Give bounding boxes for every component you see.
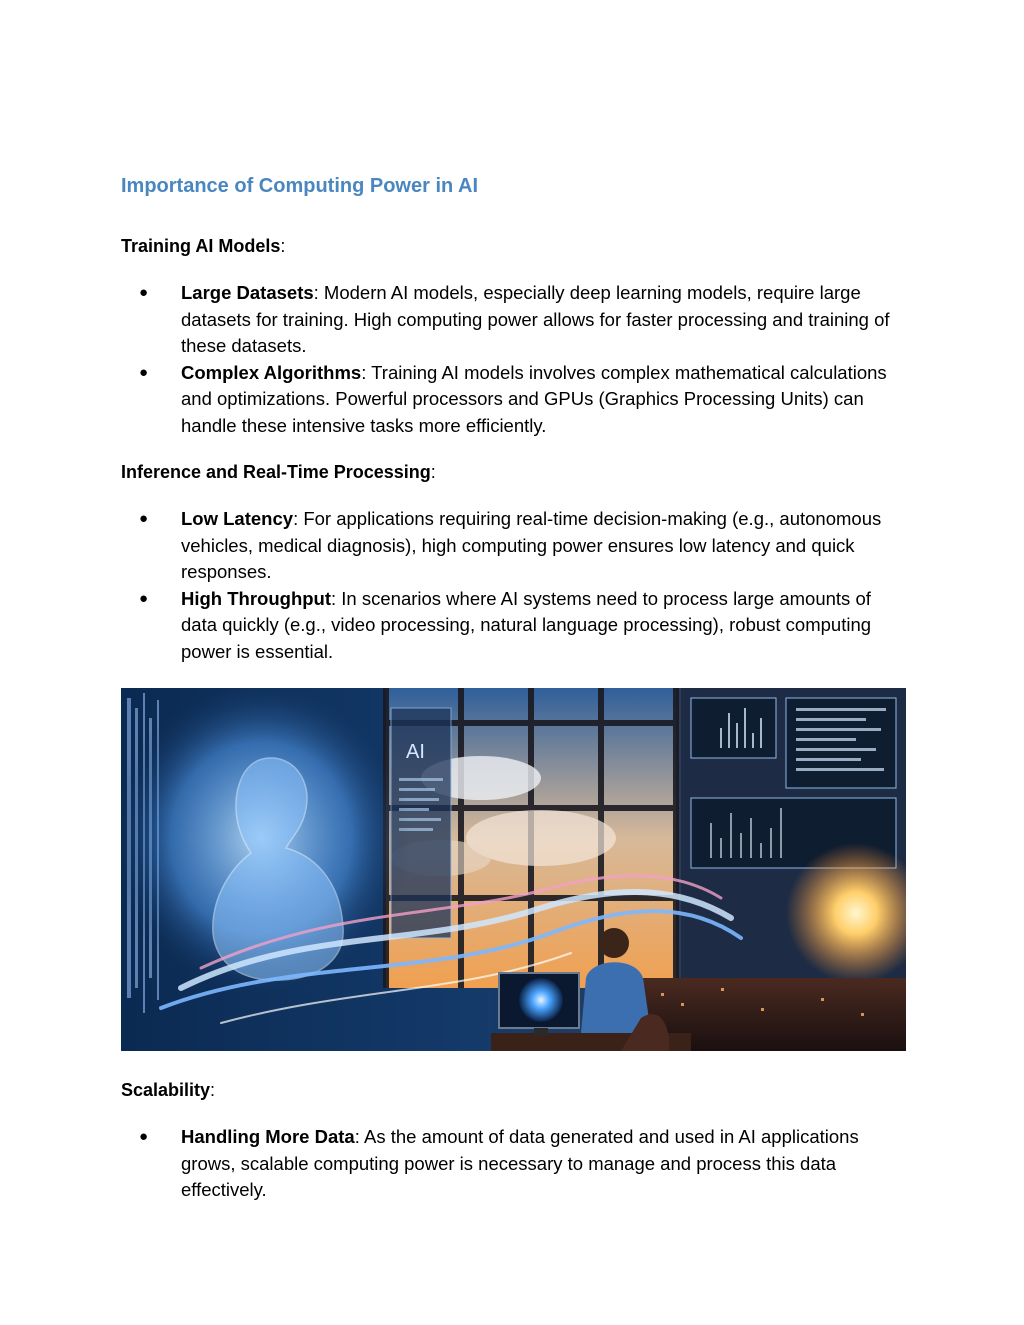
list-item-term: High Throughput <box>181 587 332 609</box>
list-item-text: : As the amount of data generated and used in AI applications grows, scalable computing power is necessary to manage and process this data effectively. <box>181 1126 859 1200</box>
list-item-term: Handling More Data <box>181 1126 355 1147</box>
scalability-list <box>121 1124 901 1204</box>
illustration-svg <box>121 688 906 1051</box>
ai-computing-illustration <box>121 688 906 1051</box>
section-title-training <box>121 233 285 259</box>
section-title-scalability <box>121 1077 215 1103</box>
section-title-suffix: : <box>430 462 436 482</box>
section-title-suffix: : <box>280 236 286 256</box>
section-title-suffix: : <box>210 1080 216 1100</box>
list-item-text: : In scenarios where AI systems need to process large amounts of data quickly (e.g., video processing, natural language processing), robust computing power is essential. <box>181 587 872 662</box>
list-item-term: Complex Algorithms <box>181 361 362 383</box>
training-list <box>121 280 901 439</box>
screen-ai-label: AI <box>406 741 425 763</box>
page-title: Importance of Computing Power in AI <box>121 175 479 197</box>
section-title-text: Inference and Real-Time Processing <box>121 462 431 482</box>
bullet-icon: ● <box>139 589 149 607</box>
list-item <box>121 360 901 440</box>
bullet-icon: ● <box>139 363 149 381</box>
inference-list <box>121 506 901 665</box>
list-item <box>121 1124 901 1204</box>
list-item-term: Large Datasets <box>181 282 314 303</box>
list-item-text: : For applications requiring real-time decision-making (e.g., autonomous vehicles, medical diagnosis), high computing power ensures low latency and quick responses. <box>181 508 882 582</box>
list-item-text: : Modern AI models, especially deep learning models, require large datasets for training. High computing power allows for faster processing and training of these datasets. <box>181 282 890 356</box>
bullet-icon: ● <box>139 1128 149 1145</box>
list-item <box>121 506 901 586</box>
list-item <box>121 586 901 666</box>
section-title-text: Training AI Models <box>121 236 281 256</box>
list-item <box>121 280 901 360</box>
list-item-text: : Training AI models involves complex mathematical calculations and optimizations. Powerful processors and GPUs (Graphics Processing Units) can handle these intensive tasks more efficiently. <box>181 361 887 436</box>
section-title-text: Scalability <box>121 1080 211 1100</box>
list-item-term: Low Latency <box>181 508 294 529</box>
bullet-icon: ● <box>139 510 149 527</box>
section-title-inference <box>121 459 436 485</box>
bullet-icon: ● <box>139 284 149 301</box>
